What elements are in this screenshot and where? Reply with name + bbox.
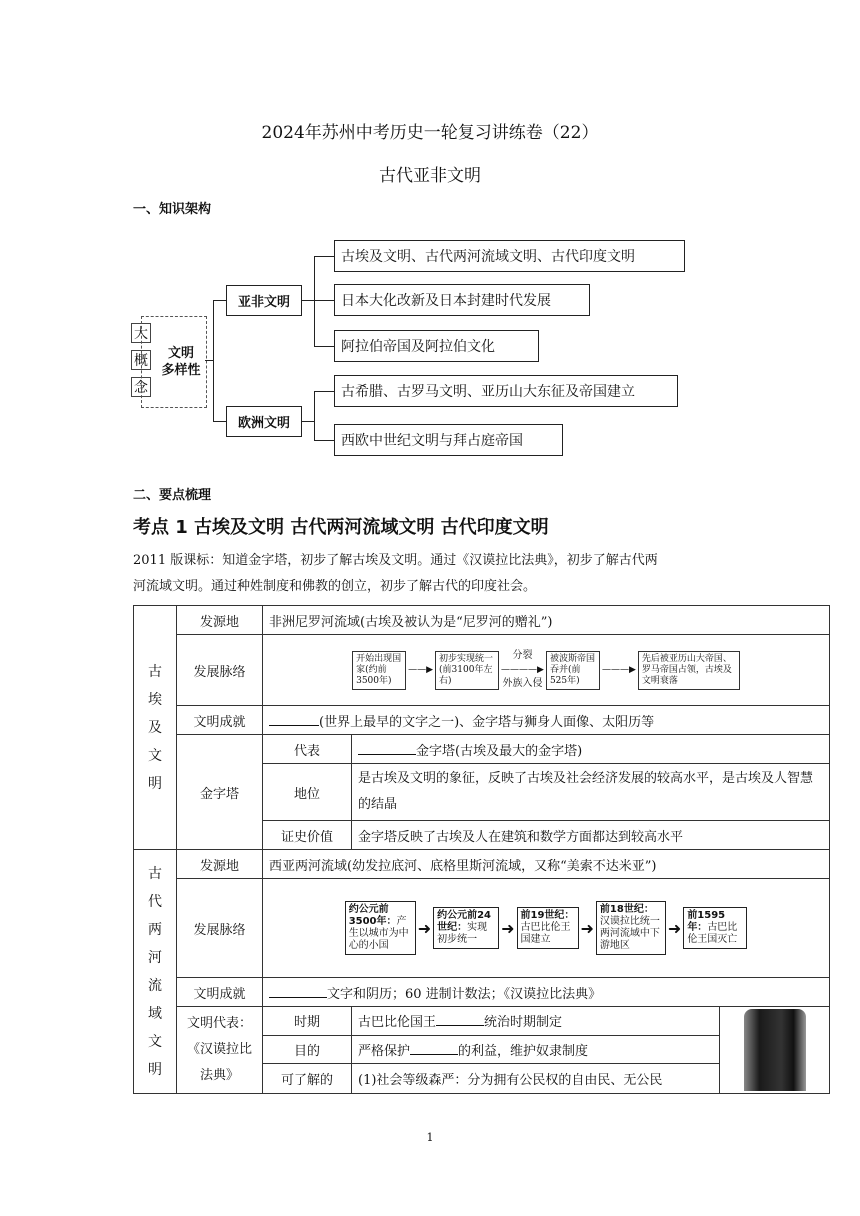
- branch-asia: 亚非文明: [226, 285, 302, 316]
- timeline-step: 前1595年：古巴比伦王国灭亡: [683, 907, 747, 949]
- fill-blank[interactable]: [358, 742, 416, 755]
- sub-label: 目的: [263, 1035, 352, 1064]
- timeline-step: 约公元前24世纪：实现初步统一: [433, 907, 499, 949]
- document-subtitle: 古代亚非文明: [379, 166, 481, 186]
- sub-label: 代表: [263, 735, 352, 764]
- section-heading-framework: 一、知识架构: [133, 202, 212, 217]
- connector: [314, 391, 315, 440]
- kaodian-title: 考点 1 古埃及文明 古代两河流域文明 古代印度文明: [133, 517, 549, 538]
- branch-europe: 欧洲文明: [226, 406, 302, 437]
- pyramid-representative: 金字塔(古埃及最大的金字塔): [352, 735, 830, 764]
- knowledge-table: [133, 605, 830, 1094]
- timeline-step: 被波斯帝国吞并(前525年): [546, 651, 600, 690]
- split-arrow: 分裂 ————▶ 外族入侵: [501, 650, 544, 689]
- code-purpose: 严格保护 的利益，维护奴隶制度: [352, 1035, 720, 1064]
- arrow-icon: ➜: [417, 918, 432, 938]
- connector: [205, 360, 213, 361]
- egypt-achievements: (世界上最早的文字之一)、金字塔与狮身人面像、太阳历等: [263, 706, 830, 735]
- row-label: 金字塔: [177, 735, 263, 850]
- row-label: 文明成就: [177, 706, 263, 735]
- arrow-icon: ———▶: [601, 665, 636, 675]
- code-stele-image: [720, 1007, 830, 1094]
- big-concept-char: 念: [131, 377, 151, 397]
- timeline-step: 先后被亚历山大帝国、罗马帝国占领，古埃及文明衰落: [638, 651, 740, 690]
- stele-photo: [744, 1009, 806, 1091]
- europe-item: 古希腊、古罗马文明、亚历山大东征及帝国建立: [334, 375, 678, 407]
- sub-label: 地位: [263, 764, 352, 821]
- root-node: [156, 345, 206, 379]
- connector: [314, 440, 334, 441]
- section-heading-points: 二、要点梳理: [133, 488, 212, 503]
- arrow-icon: ——▶: [408, 665, 434, 675]
- arrow-icon: ————▶: [501, 665, 544, 675]
- connector: [302, 421, 314, 422]
- row-label: 发源地: [177, 606, 263, 635]
- fill-blank[interactable]: [269, 713, 319, 726]
- egypt-origin: 非洲尼罗河流域(古埃及被认为是“尼罗河的赠礼”): [263, 606, 830, 635]
- arrow-icon: ➜: [667, 918, 682, 938]
- connector: [314, 346, 334, 347]
- civ-name-egypt: 古 埃 及 文 明: [134, 606, 177, 850]
- curriculum-standard-line: 2011 版课标：知道金字塔，初步了解古埃及文明。通过《汉谟拉比法典》，初步了解古代两: [133, 553, 658, 568]
- root-line: 多样性: [161, 363, 201, 378]
- asia-item: 阿拉伯帝国及阿拉伯文化: [334, 330, 539, 362]
- timeline-step: 前18世纪：汉谟拉比统一两河流域中下游地区: [596, 901, 666, 955]
- fill-blank[interactable]: [269, 985, 327, 998]
- pyramid-value: 金字塔反映了古埃及人在建筑和数学方面都达到较高水平: [352, 821, 830, 850]
- row-label: 发展脉络: [177, 879, 263, 978]
- meso-origin: 西亚两河流域(幼发拉底河、底格里斯河流域，又称“美索不达米亚”): [263, 850, 830, 879]
- connector: [213, 300, 214, 421]
- meso-achievements: 文字和阴历；60 进制计数法；《汉谟拉比法典》: [263, 978, 830, 1007]
- curriculum-standard-line: 河流域文明。通过种姓制度和佛教的创立，初步了解古代的印度社会。: [133, 579, 537, 594]
- connector: [302, 300, 314, 301]
- big-concept-char: 大: [131, 323, 151, 343]
- connector: [213, 421, 226, 422]
- connector: [314, 300, 334, 301]
- root-line: 文明: [167, 346, 194, 361]
- civ-name-mesopotamia: 古 代 两 河 流 域 文 明: [134, 850, 177, 1094]
- timeline-step: 前19世纪：古巴比伦王国建立: [517, 907, 579, 949]
- sub-label: 证史价值: [263, 821, 352, 850]
- pyramid-status: 是古埃及文明的象征，反映了古埃及社会经济发展的较高水平，是古埃及人智慧的结晶: [352, 764, 830, 821]
- asia-item: 古埃及文明、古代两河流域文明、古代印度文明: [334, 240, 685, 272]
- connector: [213, 300, 226, 301]
- fill-blank[interactable]: [410, 1042, 458, 1055]
- arrow-icon: ➜: [501, 918, 515, 938]
- arrow-icon: ➜: [580, 918, 594, 938]
- code-knowledge: (1)社会等级森严：分为拥有公民权的自由民、无公民: [352, 1064, 720, 1094]
- timeline-step: 约公元前3500年：产生以城市为中心的小国: [345, 901, 416, 955]
- row-label: 文明代表：《汉谟拉比法典》: [177, 1007, 263, 1094]
- code-period: 古巴比伦国王 统治时期制定: [352, 1007, 720, 1036]
- row-label: 文明成就: [177, 978, 263, 1007]
- egypt-timeline: [263, 635, 830, 706]
- meso-timeline: [263, 879, 830, 978]
- row-label: 发源地: [177, 850, 263, 879]
- asia-item: 日本大化改新及日本封建时代发展: [334, 284, 590, 316]
- timeline-step: 初步实现统一(前3100年左右): [435, 651, 499, 690]
- timeline-step: 开始出现国家(约前3500年): [352, 651, 406, 690]
- page-number: 1: [426, 1131, 434, 1144]
- big-concept-char: 概: [131, 350, 151, 370]
- sub-label: 时期: [263, 1007, 352, 1036]
- sub-label: 可了解的: [263, 1064, 352, 1094]
- fill-blank[interactable]: [436, 1013, 484, 1026]
- connector: [314, 391, 334, 392]
- row-label: 发展脉络: [177, 635, 263, 706]
- europe-item: 西欧中世纪文明与拜占庭帝国: [334, 424, 563, 456]
- document-title: 2024年苏州中考历史一轮复习讲练卷（22）: [261, 123, 599, 143]
- connector: [314, 256, 334, 257]
